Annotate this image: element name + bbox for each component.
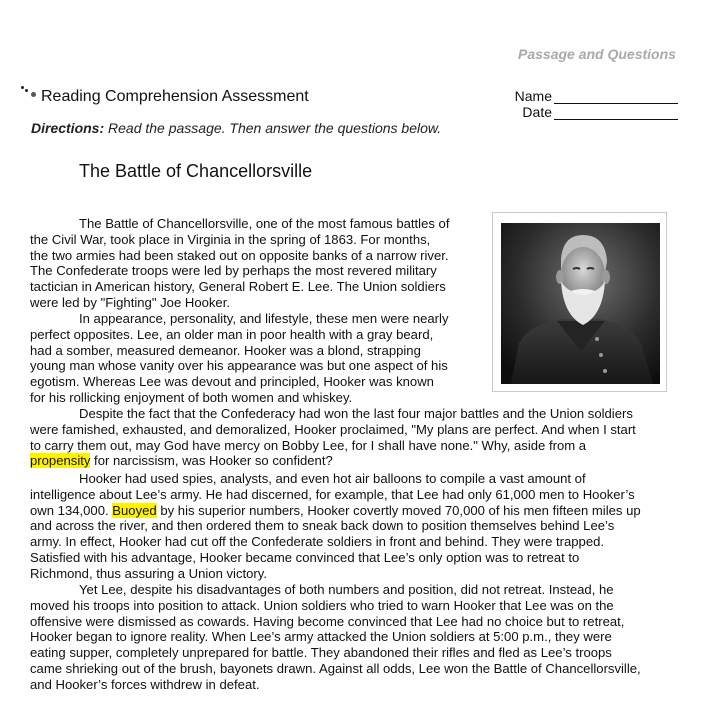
highlighted-word-buoyed: Buoyed (112, 502, 157, 518)
passage-line: offensive were dismissed as cowards. Having become convinced that Lee had no choice but to retreat, (30, 613, 625, 629)
passage-line: Hooker began to ignore reality. When Lee’s army attacked the Union soldiers at 5:00 p.m., they were (30, 629, 612, 645)
date-label: Date (522, 104, 552, 120)
passage-line: army. In effect, Hooker had cut off the Confederate soldiers in front and behind. They were trapped. (30, 534, 605, 550)
passage-paragraph-1 (30, 216, 449, 311)
passage-line: were famished, exhausted, and demoralized, Hooker proclaimed, "My plans are perfect. And when I start (30, 421, 636, 437)
passage-paragraph-3 (30, 406, 636, 469)
passage-line: The Confederate troops were led by perhaps the most revered military (30, 263, 437, 279)
passage-line: had a somber, measured demeanor. Hooker was a blond, strapping (30, 342, 421, 358)
passage-line: and across the river, and then ordered them to sneak back down to position themselves behind Lee’s (30, 518, 615, 534)
passage-line: came shrieking out of the brush, bayonets drawn. Against all odds, Lee won the Battle of Chancellorsville, (30, 660, 641, 676)
passage-line: to carry them out, may God have mercy on Bobby Lee, for I shall have none." Why, aside from a (30, 437, 587, 453)
lee-portrait (492, 212, 667, 392)
passage-paragraph-5 (30, 582, 641, 693)
passage-line: tactician in American history, General Robert E. Lee. The Union soldiers (30, 279, 446, 295)
date-field-row (514, 104, 678, 120)
portrait-image (501, 223, 660, 384)
directions-label: Directions: (31, 120, 105, 136)
name-label: Name (514, 88, 552, 104)
bullet-dots-icon (21, 86, 37, 100)
passage-line: Yet Lee, despite his disadvantages of both numbers and position, did not retreat. Instead, he (79, 582, 614, 597)
passage-line: Despite the fact that the Confederacy had won the last four major battles and the Union soldiers (79, 406, 633, 421)
passage-line-text: by his superior numbers, Hooker covertly moved 70,000 of his men fifteen miles up (156, 502, 641, 518)
passage-line (30, 503, 641, 519)
passage-line (30, 453, 636, 469)
highlighted-word-propensity: propensity (30, 453, 91, 469)
student-info-fields (514, 88, 678, 120)
passage-line: young man whose vanity over his appearance was but one aspect of his (30, 358, 448, 374)
name-field-row (514, 88, 678, 104)
passage-line: moved his troops into position to attack. Union soldiers who tried to warn Hooker that Lee was on the (30, 597, 614, 613)
directions (31, 120, 441, 136)
passage-paragraph-4 (30, 471, 641, 582)
passage-line: the two armies had been staked out on opposite banks of a narrow river. (30, 247, 449, 263)
passage-line: In appearance, personality, and lifestyle, these men were nearly (79, 311, 449, 326)
passage-line: eating supper, completely unprepared for battle. They abandoned their rifles and fled as Lee’s troops (30, 645, 612, 661)
passage-title: The Battle of Chancellorsville (79, 161, 313, 181)
passage-line: were led by "Fighting" Joe Hooker. (30, 294, 230, 310)
passage-line: The Battle of Chancellorsville, one of the most famous battles of (79, 216, 450, 231)
passage-line: intelligence about Lee’s army. He had discerned, for example, that Lee had only 61,000 men to Hooker’s (30, 486, 635, 502)
passage-line: Satisfied with his advantage, Hooker became convinced that Lee’s only option was to retreat to (30, 549, 580, 565)
date-blank[interactable] (554, 107, 678, 120)
passage-line-text: own 134,000. (30, 502, 113, 518)
passage-paragraph-2 (30, 311, 449, 406)
passage-line: for his rollicking enjoyment of both women and whiskey. (30, 389, 353, 405)
passage-line: Hooker had used spies, analysts, and even hot air balloons to compile a vast amount of (79, 471, 586, 486)
passage-line: Richmond, thus assuring a Union victory. (30, 565, 268, 581)
passage-line: perfect opposites. Lee, an older man in poor health with a gray beard, (30, 326, 434, 342)
passage-line: egotism. Whereas Lee was devout and principled, Hooker was known (30, 374, 434, 390)
section-header-tag: Passage and Questions (518, 46, 676, 62)
passage-line-text: for narcissism, was Hooker so confident? (90, 453, 333, 469)
assessment-title: Reading Comprehension Assessment (41, 88, 309, 105)
directions-text: Read the passage. Then answer the questions below. (104, 120, 442, 136)
name-blank[interactable] (554, 91, 678, 104)
passage-line: the Civil War, took place in Virginia in the spring of 1863. For months, (30, 231, 431, 247)
passage-line: and Hooker’s forces withdrew in defeat. (30, 676, 260, 692)
